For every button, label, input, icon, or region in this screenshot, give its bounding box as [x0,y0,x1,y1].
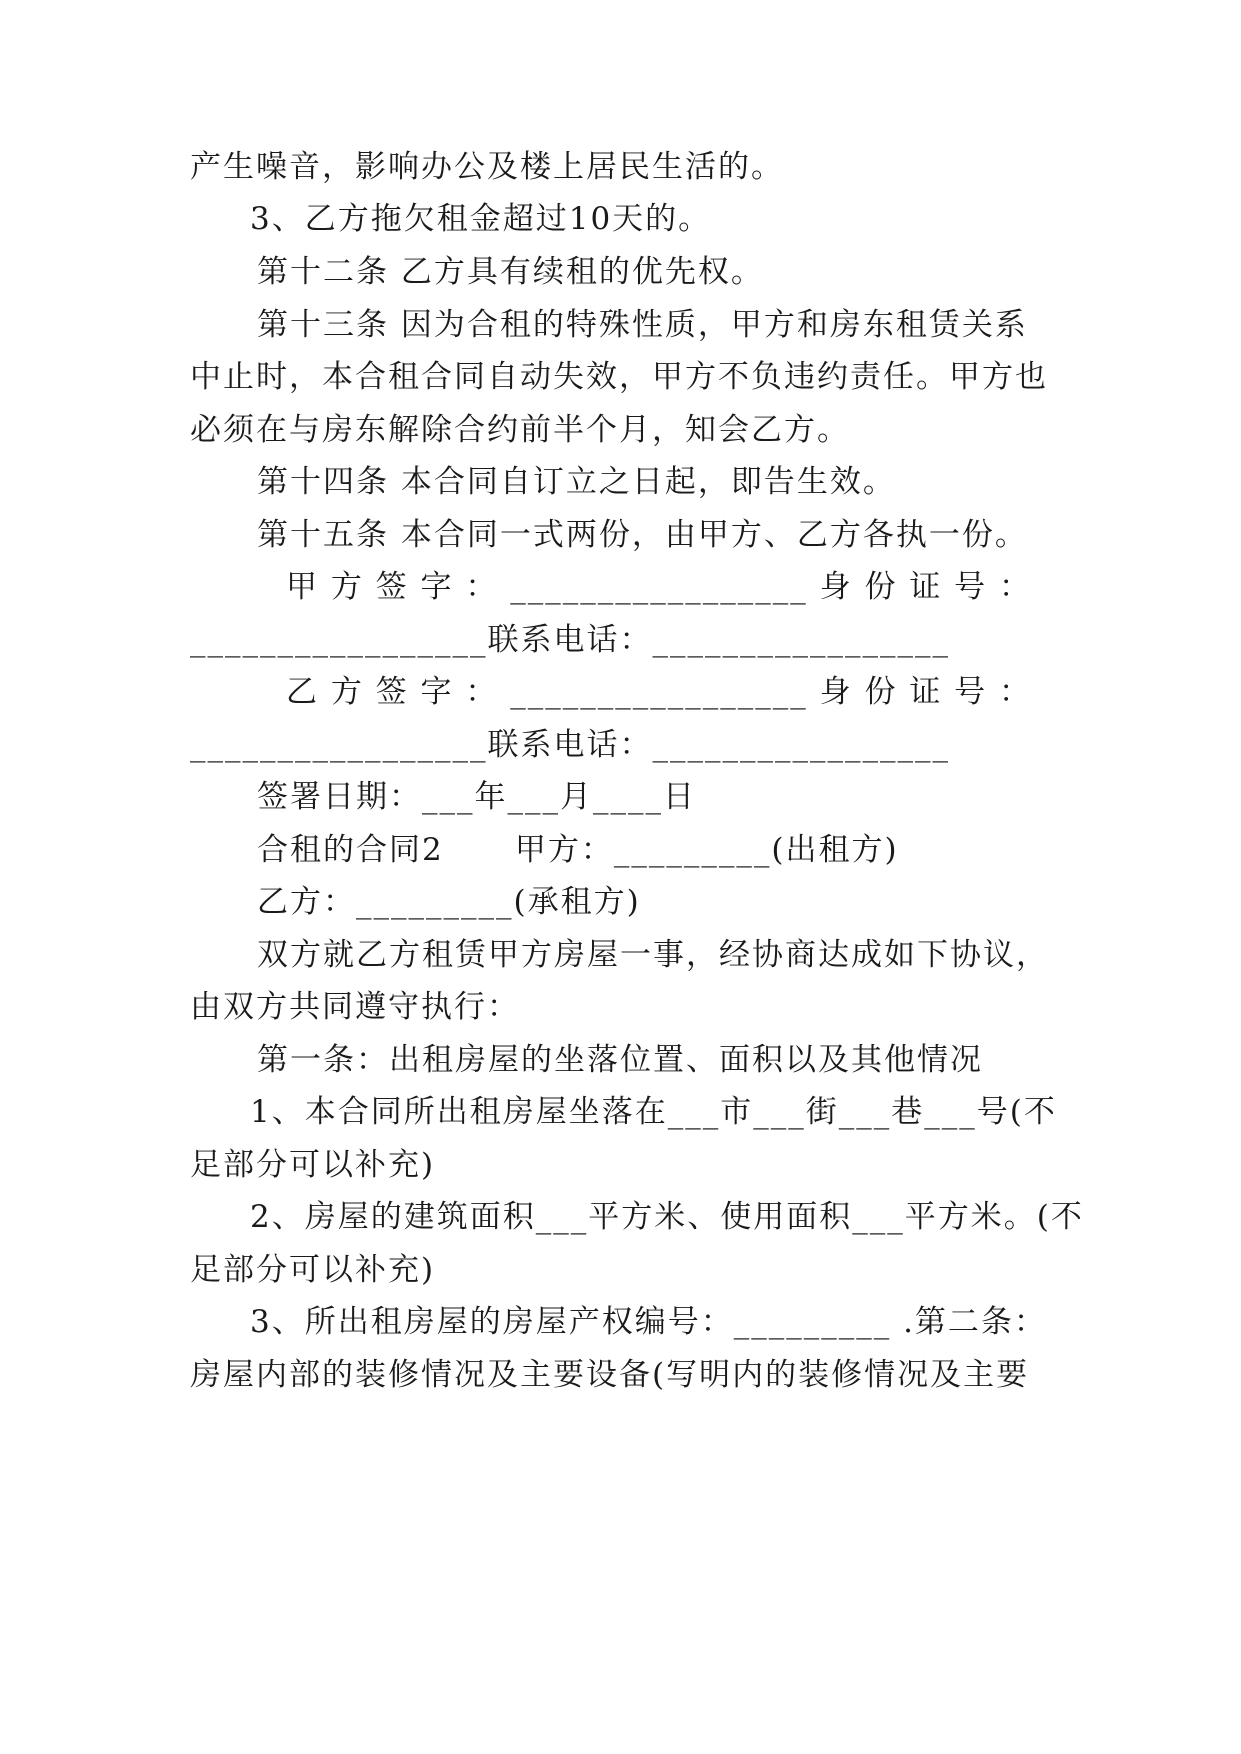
text-line: 2、房屋的建筑面积___平方米、使用面积___平方米。(不 [250,1199,1084,1235]
text-line: 1、本合同所出租房屋坐落在___市___街___巷___号(不 [250,1094,1057,1130]
text-line: 3、所出租房屋的房屋产权编号：_________ .第二条： [250,1304,1047,1340]
text-line: 必须在与房东解除合约前半个月，知会乙方。 [190,412,850,448]
signing-date: 签署日期：___年___月____日 [257,779,696,815]
text-line: 中止时，本合租合同自动失效，甲方不负违约责任。甲方也 [190,359,1048,395]
text-line: 足部分可以补充) [190,1252,436,1288]
clause-12: 第十二条 乙方具有续租的优先权。 [257,254,764,290]
text-line: 由双方共同遵守执行： [190,989,520,1025]
text-line: 产生噪音，影响办公及楼上居民生活的。 [190,149,784,185]
clause-15: 第十五条 本合同一式两份，由甲方、乙方各执一份。 [257,517,1028,553]
clause-14: 第十四条 本合同自订立之日起，即告生效。 [257,464,896,500]
text-line: 足部分可以补充) [190,1147,436,1183]
text-line: 双方就乙方租赁甲方房屋一事，经协商达成如下协议， [257,937,1049,973]
party-a-contact-line: _________________联系电话：_________________ [190,622,950,658]
text-line: 房屋内部的装修情况及主要设备(写明内的装修情况及主要 [190,1357,1030,1393]
text-line: 3、乙方拖欠租金超过10天的。 [250,201,712,237]
contract-2-heading: 合租的合同2 甲方：_________(出租方) [257,832,899,868]
article-1-heading: 第一条：出租房屋的坐落位置、面积以及其他情况 [257,1042,983,1078]
party-b-label: 乙方：_________(承租方) [257,884,641,920]
party-a-signature-line: 甲 方 签 字 ： _________________ 身 份 证 号 ： [286,569,1033,605]
clause-13: 第十三条 因为合租的特殊性质，甲方和房东租赁关系 [257,307,1028,343]
party-b-signature-line: 乙 方 签 字 ： _________________ 身 份 证 号 ： [286,674,1033,710]
party-b-contact-line: _________________联系电话：_________________ [190,727,950,763]
